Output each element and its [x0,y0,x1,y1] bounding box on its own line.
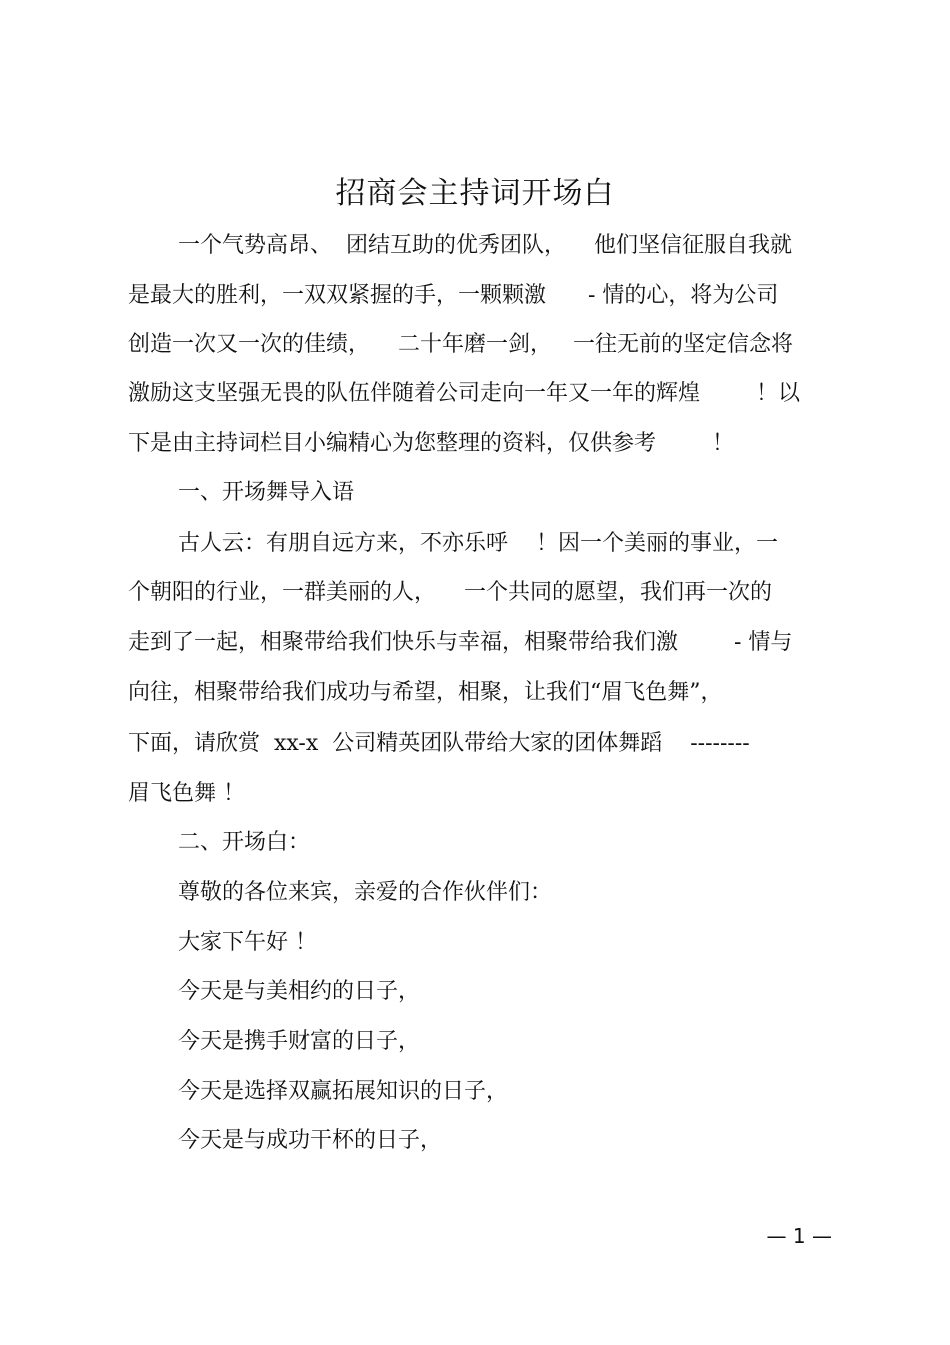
section2-line-3: 今天是与美相约的日子， [178,979,421,1004]
section1-line-5: 下面，请欣赏 xx-x 公司精英团队带给大家的团体舞蹈 -------- [128,731,750,756]
section1-line-3: 走到了一起，相聚带给我们快乐与幸福，相聚带给我们激 - 情与 [128,630,793,655]
document-title: 招商会主持词开场白 [335,176,615,211]
section2-line-1: 尊敬的各位来宾，亲爱的合作伙伴们： [178,880,553,905]
section2-line-6: 今天是与成功干杯的日子， [178,1128,443,1153]
section2-line-2: 大家下午好 ！ [178,930,317,955]
intro-line-2: 是最大的胜利，一双双紧握的手，一颗颗激 - 情的心，将为公司 [128,283,779,308]
section2-line-4: 今天是携手财富的日子， [178,1029,421,1054]
section2-heading: 二、开场白： [178,830,311,855]
section2-line-5: 今天是选择双赢拓展知识的日子， [178,1079,509,1104]
section1-line-4: 向往，相聚带给我们成功与希望，相聚，让我们“眉飞色舞”， [128,680,723,705]
intro-line-1: 一个气势高昂、 团结互助的优秀团队， 他们坚信征服自我就 [178,233,792,258]
section1-line-1: 古人云：有朋自远方来，不亦乐呼 ！因一个美丽的事业，一 [178,531,778,556]
intro-line-5: 下是由主持词栏目小编精心为您整理的资料，仅供参考 ！ [128,431,734,456]
intro-line-3: 创造一次又一次的佳绩， 二十年磨一剑， 一往无前的坚定信念将 [128,332,793,357]
section1-line-2: 个朝阳的行业，一群美丽的人， 一个共同的愿望，我们再一次的 [128,580,772,605]
intro-line-4: 激励这支坚强无畏的队伍伴随着公司走向一年又一年的辉煌 ！以 [128,381,800,406]
section1-heading: 一、开场舞导入语 [178,480,355,505]
section1-line-6: 眉飞色舞 ！ [128,781,245,806]
page-number: — 1 — [766,1224,832,1248]
